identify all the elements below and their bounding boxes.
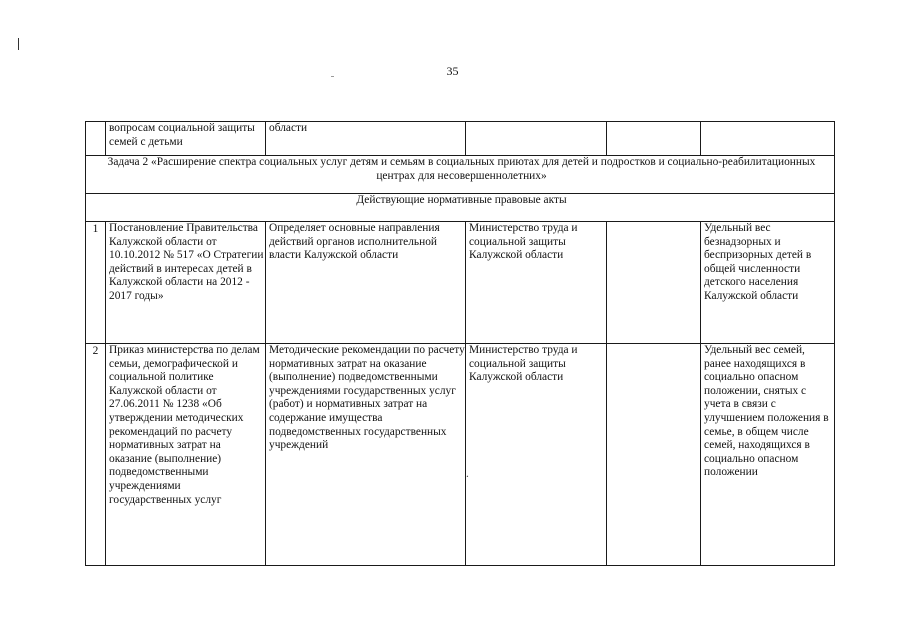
scan-speck bbox=[331, 76, 334, 77]
cell-executor bbox=[466, 344, 607, 566]
cell-number bbox=[86, 122, 106, 156]
cell-executor bbox=[466, 122, 607, 156]
section-heading: Действующие нормативные правовые акты bbox=[86, 194, 835, 222]
executor-text: Министерство труда и социальной защиты Калужской области bbox=[469, 344, 578, 384]
table-row-section-heading bbox=[86, 194, 835, 222]
table-row-continuation bbox=[86, 122, 835, 156]
cell-indicator bbox=[701, 122, 835, 156]
cell-document: вопросам социальной защиты семей с детьми bbox=[106, 122, 266, 156]
cell-col5 bbox=[607, 122, 701, 156]
cell-executor: Министерство труда и социальной защиты Калужской области bbox=[466, 222, 607, 344]
cell-number: 2 bbox=[86, 344, 106, 566]
cell-purpose: Определяет основные направления действий органов исполнительной власти Калужской области bbox=[266, 222, 466, 344]
cell-purpose: области bbox=[266, 122, 466, 156]
page-number: 35 bbox=[446, 64, 459, 78]
task-heading: Задача 2 «Расширение спектра социальных услуг детям и семьям в социальных приютах для детей и подростков и социально-реабилитационных центрах для несовершеннолетних» bbox=[86, 156, 835, 194]
cell-indicator: Удельный вес безнадзорных и беспризорных детей в общей численности детского населения Калужской области bbox=[701, 222, 835, 344]
scan-edge-mark bbox=[18, 38, 19, 50]
cell-number: 1 bbox=[86, 222, 106, 344]
cell-document: Приказ министерства по делам семьи, демографической и социальной политике Калужской области от 27.06.2011 № 1238 «Об утверждении методических рекомендаций по расчету нормативных затрат на оказание (выполнение) подведомственными учреждениями государственных услуг bbox=[106, 344, 266, 566]
cell-col5 bbox=[607, 222, 701, 344]
table-row-task-heading bbox=[86, 156, 835, 194]
cell-document: Постановление Правительства Калужской области от 10.10.2012 № 517 «О Стратегии действий в интересах детей в Калужской области на 2012 - 2017 годы» bbox=[106, 222, 266, 344]
table-row bbox=[86, 344, 835, 566]
cell-col5 bbox=[607, 344, 701, 566]
table-row bbox=[86, 222, 835, 344]
cell-purpose: Методические рекомендации по расчету нормативных затрат на оказание (выполнение) подведомственными учреждениями государственных услуг (работ) и нормативных затрат на содержание имущества подведомственных государственных учреждений bbox=[266, 344, 466, 566]
executor-mark: . bbox=[466, 468, 469, 480]
cell-indicator: Удельный вес семей, ранее находящихся в социально опасном положении, снятых с учета в связи с улучшением положения в семье, в общем числе семей, находящихся в социально опасном положении bbox=[701, 344, 835, 566]
measures-table bbox=[85, 121, 835, 566]
